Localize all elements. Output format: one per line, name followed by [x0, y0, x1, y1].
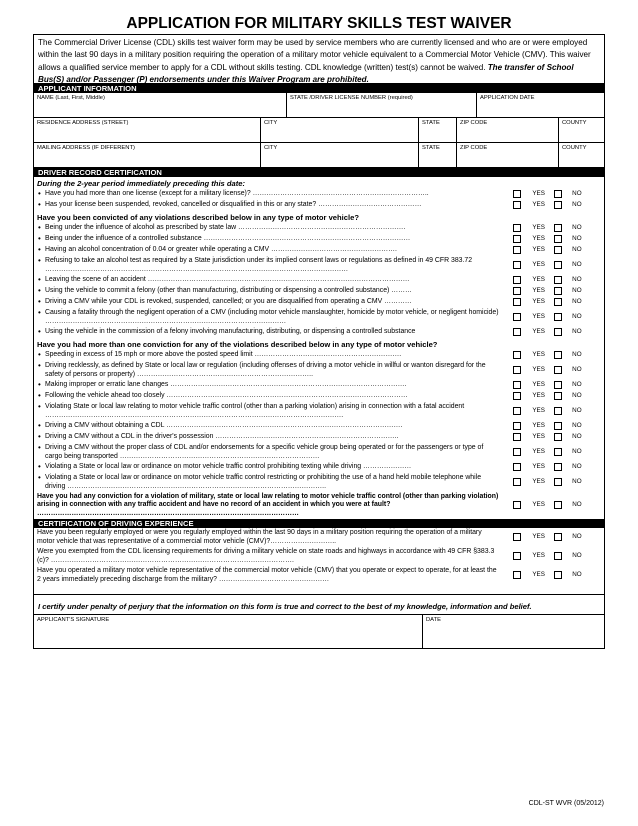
question-text: Have you operated a military motor vehicle representative of the commercial motor vehicle (CMV) that you operate or expect to operate, for at least the 2 years immediately preceding discharge from the military? ………………………………………… [37, 567, 497, 583]
yes-checkbox[interactable] [513, 287, 521, 295]
no-option[interactable] [554, 246, 604, 254]
question-text: • Using the vehicle in the commission of a felony involving manufacturing, distributing, or dispensing a controlled substance [34, 328, 499, 336]
no-checkbox[interactable] [554, 287, 562, 295]
yes-label: YES [532, 501, 545, 509]
driver-record-header: DRIVER RECORD CERTIFICATION [34, 168, 604, 177]
question-row [34, 528, 604, 547]
yes-option[interactable] [499, 201, 554, 209]
no-checkbox[interactable] [554, 552, 562, 560]
no-option[interactable] [554, 190, 604, 198]
yes-option[interactable] [499, 246, 554, 254]
no-checkbox[interactable] [554, 381, 562, 389]
residence-county-field[interactable] [559, 118, 604, 142]
no-checkbox[interactable] [554, 448, 562, 456]
yes-option[interactable] [499, 235, 554, 243]
multi-heading: Have you had more than one conviction for any of the violations described below in any type of motor vehicle? [37, 340, 438, 349]
period-questions [34, 189, 604, 211]
no-label: NO [572, 552, 582, 560]
yes-label: YES [532, 190, 545, 198]
question-row [34, 297, 604, 308]
zip-label: ZIP CODE [460, 120, 488, 126]
yes-option[interactable] [499, 366, 554, 374]
form-box [33, 34, 605, 649]
yes-option[interactable] [499, 224, 554, 232]
no-checkbox[interactable] [554, 190, 562, 198]
experience-header: CERTIFICATION OF DRIVING EXPERIENCE [34, 519, 604, 528]
no-option[interactable] [554, 478, 604, 486]
yes-label: YES [532, 422, 545, 430]
question-row [34, 256, 604, 275]
yes-option[interactable] [499, 190, 554, 198]
yes-checkbox[interactable] [513, 448, 521, 456]
yes-option[interactable] [499, 298, 554, 306]
yes-option[interactable] [499, 328, 554, 336]
no-option[interactable] [554, 501, 604, 509]
signature-row [34, 615, 604, 649]
signature-label: APPLICANT'S SIGNATURE [37, 617, 110, 623]
question-row [34, 223, 604, 234]
city-label: CITY [264, 145, 278, 151]
yes-option[interactable] [499, 381, 554, 389]
yes-label: YES [532, 381, 545, 389]
no-option[interactable] [554, 571, 604, 579]
yes-label: YES [532, 448, 545, 456]
military-question-wrap [34, 492, 604, 519]
question-row [34, 391, 604, 402]
residence-label: RESIDENCE ADDRESS (STREET) [37, 120, 129, 126]
yes-checkbox[interactable] [513, 552, 521, 560]
question-row [34, 380, 604, 391]
yes-label: YES [532, 313, 545, 321]
yes-checkbox[interactable] [513, 201, 521, 209]
no-checkbox[interactable] [554, 478, 562, 486]
question-row [34, 286, 604, 297]
no-label: NO [572, 313, 582, 321]
question-text: Were you exempted from the CDL licensing requirements for driving a military vehicle on state roads and highways in accordance with 49 CFR §383.3 (c)? ……………………………………………………………………………………………. [37, 548, 495, 564]
yes-checkbox[interactable] [513, 276, 521, 284]
no-checkbox[interactable] [554, 313, 562, 321]
no-label: NO [572, 571, 582, 579]
no-label: NO [572, 381, 582, 389]
county-label: COUNTY [562, 120, 587, 126]
license-label: STATE /DRIVER LICENSE NUMBER (required) [290, 95, 413, 101]
question-row [34, 402, 604, 421]
no-checkbox[interactable] [554, 201, 562, 209]
signature-field[interactable] [34, 615, 423, 648]
no-option[interactable] [554, 276, 604, 284]
question-text: Have you had any conviction for a violation of military, state or local law relating to motor vehicle traffic control (other than parking violation) arising in connection with any traffic accident and have no record of an accident in which you were at fault? …………………………………………………………………………………………………… [37, 493, 499, 517]
yes-option[interactable] [499, 501, 554, 509]
yes-label: YES [532, 276, 545, 284]
yes-checkbox[interactable] [513, 533, 521, 541]
no-label: NO [572, 392, 582, 400]
yes-checkbox[interactable] [513, 392, 521, 400]
form-id: CDL-ST WVR (05/2012) [528, 800, 604, 807]
no-option[interactable] [554, 261, 604, 269]
no-option[interactable] [554, 552, 604, 560]
yes-option[interactable] [499, 287, 554, 295]
no-checkbox[interactable] [554, 246, 562, 254]
yes-checkbox[interactable] [513, 235, 521, 243]
no-option[interactable] [554, 287, 604, 295]
question-text: • Being under the influence of alcohol as prescribed by state law ………………………………………………………………. [34, 224, 499, 232]
yes-checkbox[interactable] [513, 422, 521, 430]
residence-zip-field[interactable] [457, 118, 559, 142]
question-row [34, 245, 604, 256]
no-label: NO [572, 351, 582, 359]
question-row [34, 432, 604, 443]
yes-label: YES [532, 571, 545, 579]
violations-questions [34, 223, 604, 338]
yes-label: YES [532, 463, 545, 471]
question-row [34, 566, 604, 585]
yes-checkbox[interactable] [513, 381, 521, 389]
name-row [34, 93, 604, 118]
mailing-zip-field[interactable] [457, 143, 559, 167]
yes-checkbox[interactable] [513, 246, 521, 254]
no-label: NO [572, 533, 582, 541]
question-text: • Causing a fatality through the negligent operation of a CMV (including motor vehicle manslaughter, homicide by motor vehicle, or negligent homicide) …………………………………………………………………………………………… [34, 309, 499, 325]
no-checkbox[interactable] [554, 261, 562, 269]
question-row [34, 492, 604, 519]
yes-checkbox[interactable] [513, 366, 521, 374]
question-row [34, 361, 604, 380]
residence-city-field[interactable] [261, 118, 419, 142]
experience-questions [34, 528, 604, 585]
signature-date-label: DATE [426, 617, 442, 623]
yes-checkbox[interactable] [513, 190, 521, 198]
no-checkbox[interactable] [554, 235, 562, 243]
mailing-field[interactable] [34, 143, 261, 167]
question-text: • Using the vehicle to commit a felony (other than manufacturing, distributing or dispensing a controlled substance) ……… [34, 287, 499, 295]
question-text: • Driving a CMV without obtaining a CDL …………………………………………………………………………………………. [34, 422, 499, 430]
no-option[interactable] [554, 313, 604, 321]
yes-option[interactable] [499, 392, 554, 400]
no-checkbox[interactable] [554, 298, 562, 306]
yes-option[interactable] [499, 276, 554, 284]
signature-date-field[interactable] [423, 615, 604, 648]
no-option[interactable] [554, 381, 604, 389]
question-row [34, 189, 604, 200]
form-title: APPLICATION FOR MILITARY SKILLS TEST WAIVER [126, 15, 512, 32]
no-label: NO [572, 246, 582, 254]
yes-label: YES [532, 351, 545, 359]
no-option[interactable] [554, 224, 604, 232]
yes-label: YES [532, 201, 545, 209]
yes-label: YES [532, 298, 545, 306]
yes-label: YES [532, 478, 545, 486]
question-row [34, 200, 604, 211]
no-label: NO [572, 224, 582, 232]
yes-label: YES [532, 246, 545, 254]
yes-label: YES [532, 407, 545, 415]
yes-checkbox[interactable] [513, 224, 521, 232]
no-checkbox[interactable] [554, 533, 562, 541]
yes-label: YES [532, 533, 545, 541]
name-label: NAME (Last, First, Middle) [37, 95, 105, 101]
yes-option[interactable] [499, 433, 554, 441]
no-option[interactable] [554, 351, 604, 359]
yes-option[interactable] [499, 407, 554, 415]
violations-heading: Have you been convicted of any violations described below in any type of motor vehicle? [37, 213, 359, 222]
question-text: • Leaving the scene of an accident …………………………………………………………………………………………………… [34, 276, 499, 284]
yes-option[interactable] [499, 552, 554, 560]
yes-label: YES [532, 392, 545, 400]
intro-paragraph [34, 35, 604, 84]
no-label: NO [572, 422, 582, 430]
state-label: STATE [422, 145, 440, 151]
mailing-row [34, 143, 604, 168]
yes-option[interactable] [499, 313, 554, 321]
yes-checkbox[interactable] [513, 433, 521, 441]
no-label: NO [572, 328, 582, 336]
no-label: NO [572, 261, 582, 269]
yes-checkbox[interactable] [513, 328, 521, 336]
residence-state-field[interactable] [419, 118, 457, 142]
no-checkbox[interactable] [554, 366, 562, 374]
form-page [33, 14, 605, 649]
question-text: • Violating a State or local law or ordinance on motor vehicle traffic control prohibiting texting while driving ………………… [34, 463, 499, 471]
no-label: NO [572, 190, 582, 198]
no-option[interactable] [554, 422, 604, 430]
question-text: • Driving a CMV without a CDL in the driver's possession …………………………………………………………………….. [34, 433, 499, 441]
application-date-field[interactable] [477, 93, 604, 117]
yes-option[interactable] [499, 422, 554, 430]
no-option[interactable] [554, 328, 604, 336]
certify-statement: I certify under penalty of perjury that the information on this form is true and correct to the best of my knowledge, information and belief. [34, 595, 604, 615]
spacer [34, 585, 604, 595]
no-label: NO [572, 478, 582, 486]
mailing-city-field[interactable] [261, 143, 419, 167]
state-label: STATE [422, 120, 440, 126]
multi-questions [34, 350, 604, 492]
question-row [34, 473, 604, 492]
no-checkbox[interactable] [554, 276, 562, 284]
yes-checkbox[interactable] [513, 478, 521, 486]
yes-option[interactable] [499, 448, 554, 456]
no-label: NO [572, 366, 582, 374]
no-option[interactable] [554, 533, 604, 541]
yes-checkbox[interactable] [513, 261, 521, 269]
question-text: Have you been regularly employed or were you regularly employed within the last 90 days in a military position requiring the operation of a military motor vehicle that was representative of a commercial motor vehicle (CMV)?……………………….. [37, 529, 482, 545]
yes-checkbox[interactable] [513, 407, 521, 415]
license-field[interactable] [287, 93, 477, 117]
city-label: CITY [264, 120, 278, 126]
question-row [34, 234, 604, 245]
application-date-label: APPLICATION DATE [480, 95, 535, 101]
question-text: • Speeding in excess of 15 mph or more above the posted speed limit ………………………………………………………. [34, 351, 499, 359]
applicant-header: APPLICANT INFORMATION [34, 84, 604, 93]
yes-checkbox[interactable] [513, 313, 521, 321]
yes-label: YES [532, 235, 545, 243]
yes-checkbox[interactable] [513, 571, 521, 579]
intro-bold: The transfer of School Bus(S) and/or Passenger (P) endorsements under this Waiver Program are prohibited. [38, 62, 574, 84]
no-checkbox[interactable] [554, 433, 562, 441]
county-label: COUNTY [562, 145, 587, 151]
no-label: NO [572, 235, 582, 243]
mailing-county-field[interactable] [559, 143, 604, 167]
no-label: NO [572, 463, 582, 471]
no-checkbox[interactable] [554, 422, 562, 430]
no-option[interactable] [554, 407, 604, 415]
question-row [34, 547, 604, 566]
no-checkbox[interactable] [554, 351, 562, 359]
no-label: NO [572, 298, 582, 306]
no-option[interactable] [554, 433, 604, 441]
question-row [34, 350, 604, 361]
yes-option[interactable] [499, 571, 554, 579]
no-label: NO [572, 407, 582, 415]
question-text: • Violating a State or local law or ordinance on motor vehicle traffic control restricting or prohibiting the use of a hand held mobile telephone while driving ………………………………………………………………………………………………….. [34, 474, 499, 490]
yes-checkbox[interactable] [513, 351, 521, 359]
question-row [34, 443, 604, 462]
no-label: NO [572, 501, 582, 509]
no-option[interactable] [554, 448, 604, 456]
no-label: NO [572, 287, 582, 295]
yes-label: YES [532, 328, 545, 336]
no-option[interactable] [554, 201, 604, 209]
no-option[interactable] [554, 463, 604, 471]
no-label: NO [572, 201, 582, 209]
question-text: • Following the vehicle ahead too closely …………………………………………………………………………………………… [34, 392, 499, 400]
question-row [34, 327, 604, 338]
yes-checkbox[interactable] [513, 501, 521, 509]
no-label: NO [572, 448, 582, 456]
yes-label: YES [532, 552, 545, 560]
zip-label: ZIP CODE [460, 145, 488, 151]
question-text: • Having an alcohol concentration of 0.04 or greater while operating a CMV ………………………………………………. [34, 246, 499, 254]
yes-label: YES [532, 433, 545, 441]
yes-option[interactable] [499, 463, 554, 471]
no-checkbox[interactable] [554, 571, 562, 579]
yes-label: YES [532, 261, 545, 269]
no-checkbox[interactable] [554, 328, 562, 336]
yes-option[interactable] [499, 478, 554, 486]
no-label: NO [572, 276, 582, 284]
residence-field[interactable] [34, 118, 261, 142]
question-text: • Being under the influence of a controlled substance ……………………………………………………………………………… [34, 235, 499, 243]
question-text: • Have you had more than one license (except for a military license)? ………………………………………………………………….. [34, 190, 499, 198]
no-checkbox[interactable] [554, 392, 562, 400]
question-text: • Driving a CMV without the proper class of CDL and/or endorsements for a specific vehicle group being operated or for the passengers or type of cargo being transported …………………………………………………………………………… [34, 444, 499, 460]
name-field[interactable] [34, 93, 287, 117]
yes-label: YES [532, 224, 545, 232]
no-checkbox[interactable] [554, 463, 562, 471]
no-option[interactable] [554, 392, 604, 400]
no-option[interactable] [554, 235, 604, 243]
yes-option[interactable] [499, 533, 554, 541]
mailing-label: MAILING ADDRESS (IF DIFFERENT) [37, 145, 135, 151]
no-option[interactable] [554, 366, 604, 374]
question-text: • Violating State or local law relating to motor vehicle traffic control (other than a parking violation) arising in connection with a fatal accident …………………………………………………………………………………………………………………. [34, 403, 499, 419]
yes-checkbox[interactable] [513, 463, 521, 471]
no-checkbox[interactable] [554, 407, 562, 415]
question-text: • Driving recklessly, as defined by State or local law or regulation (including offenses of driving a motor vehicle in willful or wanton disregard for the safety of persons or property) ………………………………………………………………….. [34, 362, 499, 378]
yes-checkbox[interactable] [513, 298, 521, 306]
question-text: • Making improper or erratic lane changes …………………………………………………………………………………………. [34, 381, 499, 389]
question-text: • Driving a CMV while your CDL is revoked, suspended, cancelled; or you are disqualified from operating a CMV ………… [34, 298, 499, 306]
yes-option[interactable] [499, 261, 554, 269]
mailing-state-field[interactable] [419, 143, 457, 167]
no-checkbox[interactable] [554, 501, 562, 509]
no-label: NO [572, 433, 582, 441]
question-row [34, 421, 604, 432]
question-row [34, 275, 604, 286]
no-checkbox[interactable] [554, 224, 562, 232]
intro-text: The Commercial Driver License (CDL) skills test waiver form may be used by service members who are currently licensed and who are or were employed within the last 90 days in a military position requiring the operation of a military motor vehicle equivalent to a Commercial Motor Vehicle (CMV). This waiver allows a qualified service member to apply for a CDL without skills testing. CDL knowledge (written) test(s) cannot be waived. [38, 38, 591, 72]
question-row [34, 308, 604, 327]
yes-label: YES [532, 287, 545, 295]
yes-label: YES [532, 366, 545, 374]
no-option[interactable] [554, 298, 604, 306]
question-row [34, 462, 604, 473]
residence-row [34, 118, 604, 143]
yes-option[interactable] [499, 351, 554, 359]
question-text: • Refusing to take an alcohol test as required by a State jurisdiction under its implied consent laws or regulations as defined in 49 CFR 383.72 …………………………………………………………………………………………………………………… [34, 257, 499, 273]
question-text: • Has your license been suspended, revoked, cancelled or disqualified in this or any state? ……………………………………… [34, 201, 499, 209]
period-heading: During the 2-year period immediately preceding this date: [37, 179, 246, 188]
